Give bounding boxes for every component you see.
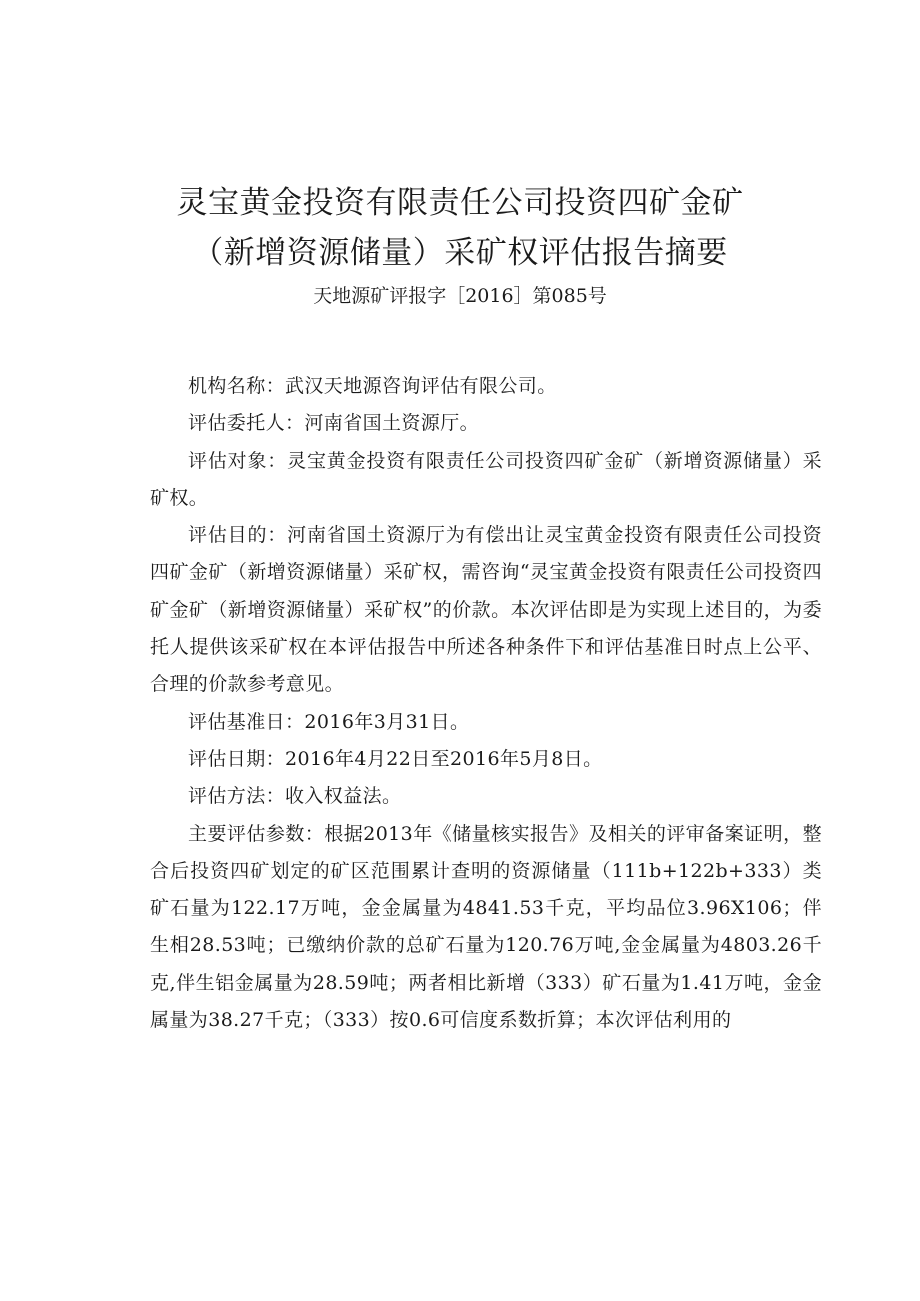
report-title-line-1: 灵宝黄金投资有限责任公司投资四矿金矿	[176, 185, 744, 221]
purpose-paragraph: 评估目的：河南省国土资源厅为有偿出让灵宝黄金投资有限责任公司投资四矿金矿（新增资源储量）采矿权，需咨询“灵宝黄金投资有限责任公司投资四矿金矿（新增资源储量）采矿权”的价款。本次评估即是为实现上述目的，为委托人提供该采矿权在本评估报告中所述各种条件下和评估基准日时点上公平、合理的价款参考意见。	[150, 524, 822, 696]
eval-period-paragraph: 评估日期：2016年4月22日至2016年5月8日。	[188, 747, 603, 770]
report-title-line-2: （新增资源储量）采矿权评估报告摘要	[192, 235, 728, 271]
client-paragraph: 评估委托人：河南省国土资源厅。	[188, 412, 480, 435]
object-paragraph: 评估对象：灵宝黄金投资有限责任公司投资四矿金矿（新增资源储量）采矿权。	[150, 449, 822, 509]
parameters-paragraph: 主要评估参数：根据2013年《储量核实报告》及相关的评审备案证明，整合后投资四矿划定的矿区范围累计查明的资源储量（111b+122b+333）类矿石量为122.17万吨，金金属量为4841.53千克，平均品位3.96X106；伴生相28.53吨；已缴纳价款的总矿石量为120.76万吨,金金属量为4803.26千克,伴生铝金属量为28.59吨；两者相比新增（333）矿石量为1.41万吨，金金属量为38.27千克；（333）按0.6可信度系数折算；本次评估利用的	[150, 822, 822, 1032]
summary-body	[150, 368, 822, 1039]
document-number: 天地源矿评报字［2016］第085号	[313, 285, 607, 307]
institution-paragraph: 机构名称：武汉天地源咨询评估有限公司。	[188, 375, 557, 397]
base-date-paragraph: 评估基准日：2016年3月31日。	[188, 710, 470, 733]
method-paragraph: 评估方法：收入权益法。	[188, 785, 402, 808]
